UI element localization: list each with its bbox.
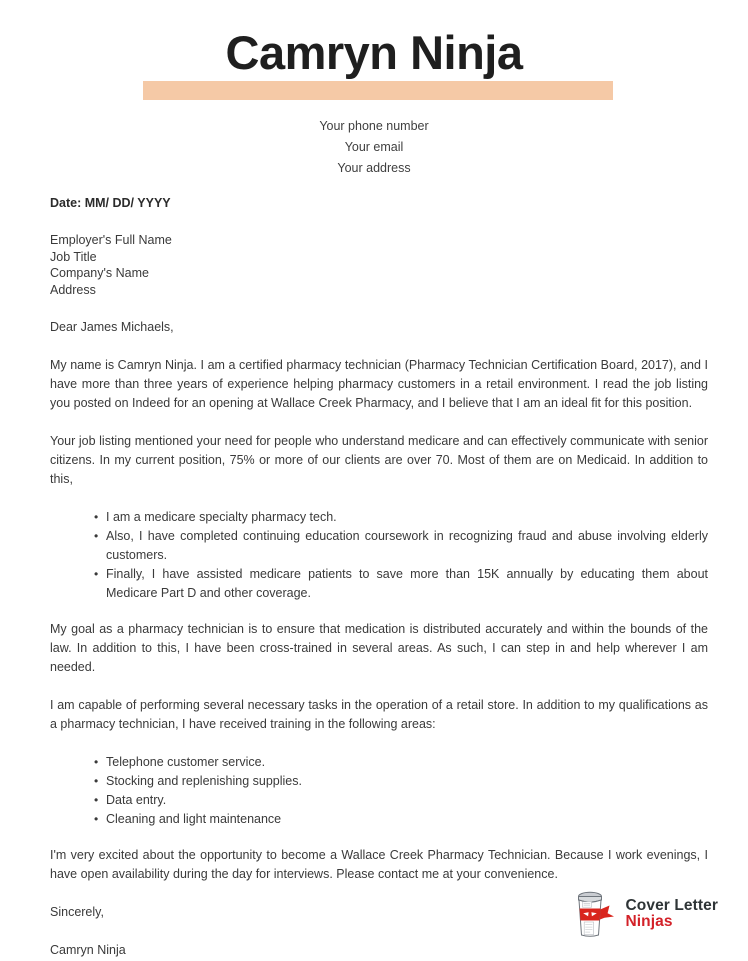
list-item: • I am a medicare specialty pharmacy tech. [94,508,708,527]
recipient-address: Address [50,282,96,297]
letterhead [0,0,748,108]
list-item: • Cleaning and light maintenance [94,810,708,829]
recipient-name: Employer's Full Name [50,233,172,247]
contact-email: Your email [344,140,404,154]
recipient-company: Company's Name [50,266,149,280]
list-item: • Stocking and replenishing supplies. [94,772,708,791]
paragraph-2: Your job listing mentioned your need for people who understand medicare and can effectively communicate with senior citizens. In my current position, 75% or more of our clients are over 70. Most of them are on Medicaid. In addition to this, [50,434,708,486]
recipient-job-title: Job Title [50,249,97,264]
salutation: Dear James Michaels, [50,320,174,334]
qualifications-list [50,508,708,603]
ninja-cup-icon [570,889,616,939]
list-item: • Also, I have completed continuing education coursework in recognizing fraud and abuse involving elderly customers. [94,527,708,565]
contact-block [0,116,748,179]
closing-line: Sincerely, [50,905,104,919]
paragraph-5: I'm very excited about the opportunity to become a Wallace Creek Pharmacy Technician. Because I work evenings, I have open availability during the day for interviews. Please contact me at your convenience. [50,848,708,881]
paragraph-3: My goal as a pharmacy technician is to ensure that medication is distributed accurately and within the bounds of the law. In addition to this, I have been cross-trained in several areas. As such, I can step in and help wherever I am needed. [50,622,708,674]
brand-line-2: Ninjas [625,913,673,930]
list-item: • Data entry. [94,791,708,810]
recipient-block [50,232,708,298]
contact-phone: Your phone number [319,119,429,133]
training-areas-list [50,753,708,829]
name-accent-bar [143,81,613,100]
signature-name: Camryn Ninja [50,943,126,957]
page-title: Camryn Ninja [225,26,523,79]
list-item: • Telephone customer service. [94,753,708,772]
paragraph-1: My name is Camryn Ninja. I am a certified pharmacy technician (Pharmacy Technician Certification Board, 2017), and I have more than three years of experience helping pharmacy customers in a retail environment. I read the job listing you posted on Indeed for an opening at Wallace Creek Pharmacy, and I believe that I am an ideal fit for this position. [50,358,708,410]
list-item: • Finally, I have assisted medicare patients to save more than 15K annually by educating them about Medicare Part D and other coverage. [94,565,708,603]
brand-logo [570,889,718,939]
contact-address: Your address [337,161,411,175]
date-line: Date: MM/ DD/ YYYY [50,196,171,210]
brand-line-1: Cover Letter [625,896,718,914]
brand-wordmark [625,898,718,931]
letter-body [50,196,708,960]
paragraph-4: I am capable of performing several necessary tasks in the operation of a retail store. In addition to my qualifications as a pharmacy technician, I have received training in the following areas: [50,698,708,731]
